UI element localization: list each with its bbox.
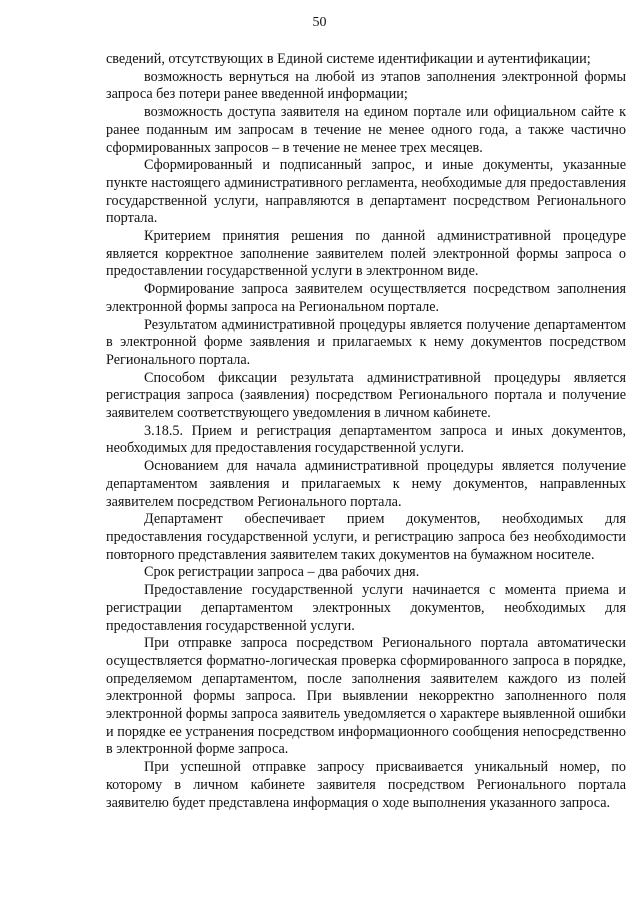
- paragraph: Критерием принятия решения по данной административной процедуре является корректное заполнение заявителем полей электронной формы запроса о предоставлении государственной услуги в электронном виде.: [106, 228, 626, 280]
- paragraph: Предоставление государственной услуги начинается с момента приема и регистрации департаментом электронных документов, необходимых для предоставления государственной услуги.: [106, 582, 626, 634]
- paragraph: Основанием для начала административной процедуры является получение департаментом заявления и прилагаемых к нему документов, направленных заявителем посредством Регионального портала.: [106, 458, 626, 510]
- paragraph: При отправке запроса посредством Регионального портала автоматически осуществляется форматно-логическая проверка сформированного запроса в порядке, определяемом департаментом, после заполнения заявителем каждого из полей электронной формы запроса. При выявлении некорректно заполненного поля электронной формы запроса заявитель уведомляется о характере выявленной ошибки и порядке ее устранения посредством информационного сообщения непосредственно в электронной форме запроса.: [106, 635, 626, 758]
- paragraph: Департамент обеспечивает прием документов, необходимых для предоставления государственной услуги, и регистрацию запроса без необходимости повторного представления заявителем таких документов на бумажном носителе.: [106, 511, 626, 563]
- paragraph: Способом фиксации результата административной процедуры является регистрация запроса (заявления) посредством Регионального портала и получение заявителем соответствующего уведомления в личном кабинете.: [106, 369, 626, 422]
- paragraph: возможность доступа заявителя на едином портале или официальном сайте к ранее поданным им запросам в течение не менее одного года, а также частично сформированных запросов – в течение не менее трех месяцев.: [106, 104, 626, 156]
- paragraph: При успешной отправке запросу присваивается уникальный номер, по которому в личном кабинете заявителя посредством Регионального портала заявителю будет представлена информация о ходе выполнения указанного запроса.: [106, 759, 626, 811]
- document-body: [106, 51, 626, 812]
- paragraph: Результатом административной процедуры является получение департаментом в электронной форме заявления и прилагаемых к нему документов посредством Регионального портала.: [106, 316, 626, 368]
- paragraph: Сформированный и подписанный запрос, и иные документы, указанные пункте настоящего административного регламента, необходимые для предоставления государственной услуги, направляются в департамент посредством Регионального портала.: [106, 157, 626, 227]
- paragraph: сведений, отсутствующих в Единой системе идентификации и аутентификации;: [106, 51, 591, 67]
- page-number: 50: [312, 15, 327, 30]
- paragraph: Срок регистрации запроса – два рабочих дня.: [144, 564, 420, 581]
- paragraph: 3.18.5. Прием и регистрация департаментом запроса и иных документов, необходимых для предоставления государственной услуги.: [106, 422, 626, 457]
- paragraph: возможность вернуться на любой из этапов заполнения электронной формы запроса без потери ранее введенной информации;: [106, 68, 626, 103]
- paragraph: Формирование запроса заявителем осуществляется посредством заполнения электронной формы запроса на Региональном портале.: [106, 281, 626, 315]
